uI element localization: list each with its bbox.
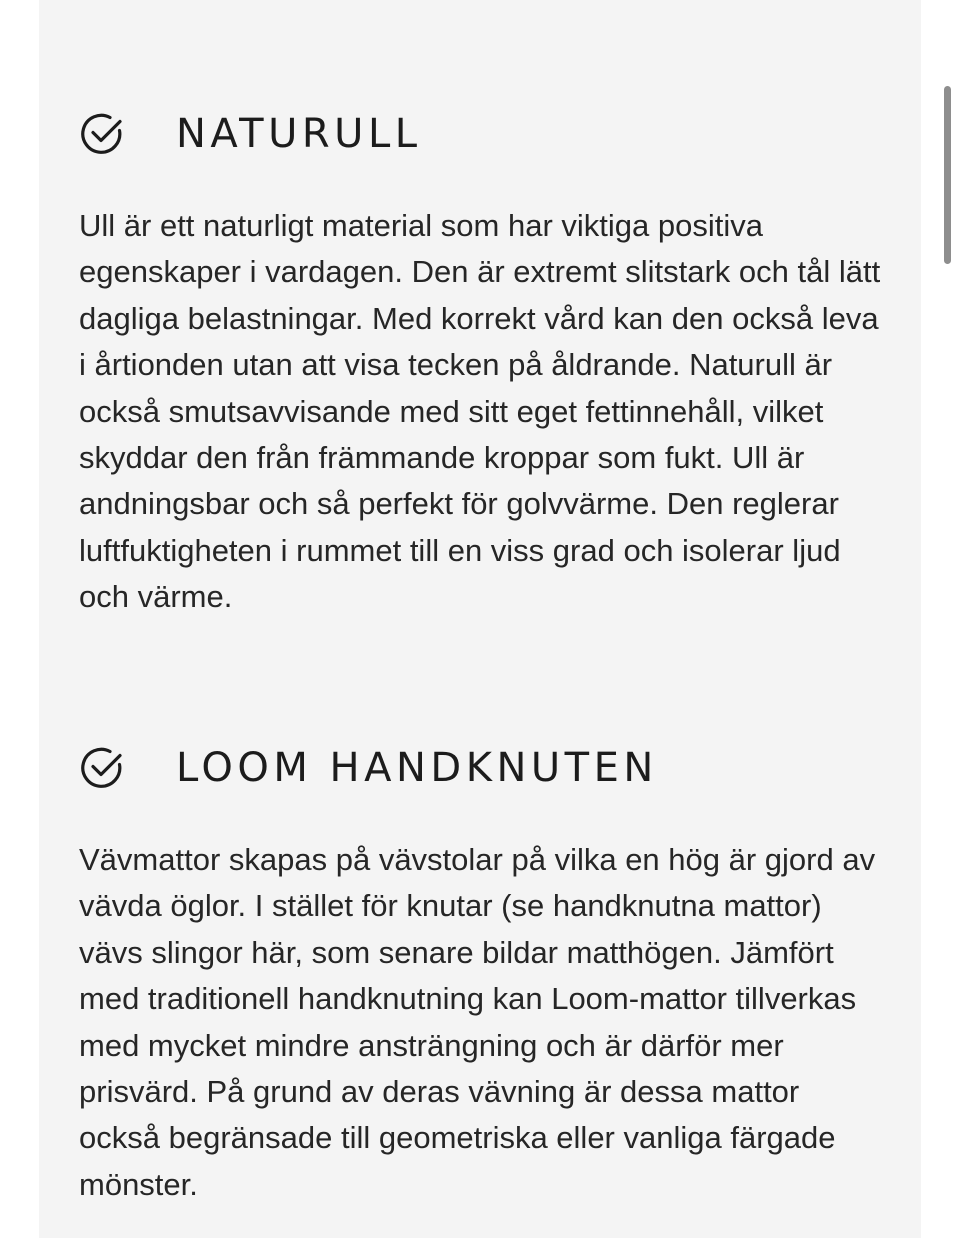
feature-section-naturull: [79, 108, 889, 621]
section-title: LOOM HANDKNUTEN: [176, 745, 658, 791]
feature-section-loom-handknuten: [79, 742, 889, 1208]
check-circle-icon: [79, 111, 125, 157]
section-body: Ull är ett naturligt material som har viktiga positiva egenskaper i vardagen. Den är extremt slitstark och tål lätt dagliga belastningar. Med korrekt vård kan den också leva i årtionden utan att visa tecken på åldrande. Naturull är också smutsavvisande med sitt eget fettinnehåll, vilket skyddar den från främmande kroppar som fukt. Ull är andningsbar och så perfekt för golvvärme. Den reglerar luftfuktigheten i rummet till en viss grad och isolerar ljud och värme.: [79, 208, 881, 615]
section-body: Vävmattor skapas på vävstolar på vilka en hög är gjord av vävda öglor. I stället för knutar (se handknutna mattor) vävs slingor här, som senare bildar matthögen. Jämfört med traditionell handknutning kan Loom-mattor tillverkas med mycket mindre ansträngning och är därför mer prisvärd. På grund av deras vävning är dessa mattor också begränsade till geometriska eller vanliga färgade mönster.: [79, 842, 876, 1202]
vertical-scrollbar-thumb[interactable]: [944, 86, 951, 264]
section-heading-row: [79, 108, 889, 160]
section-heading-row: [79, 742, 889, 794]
section-title: NATURULL: [176, 111, 422, 157]
check-circle-icon: [79, 745, 125, 791]
